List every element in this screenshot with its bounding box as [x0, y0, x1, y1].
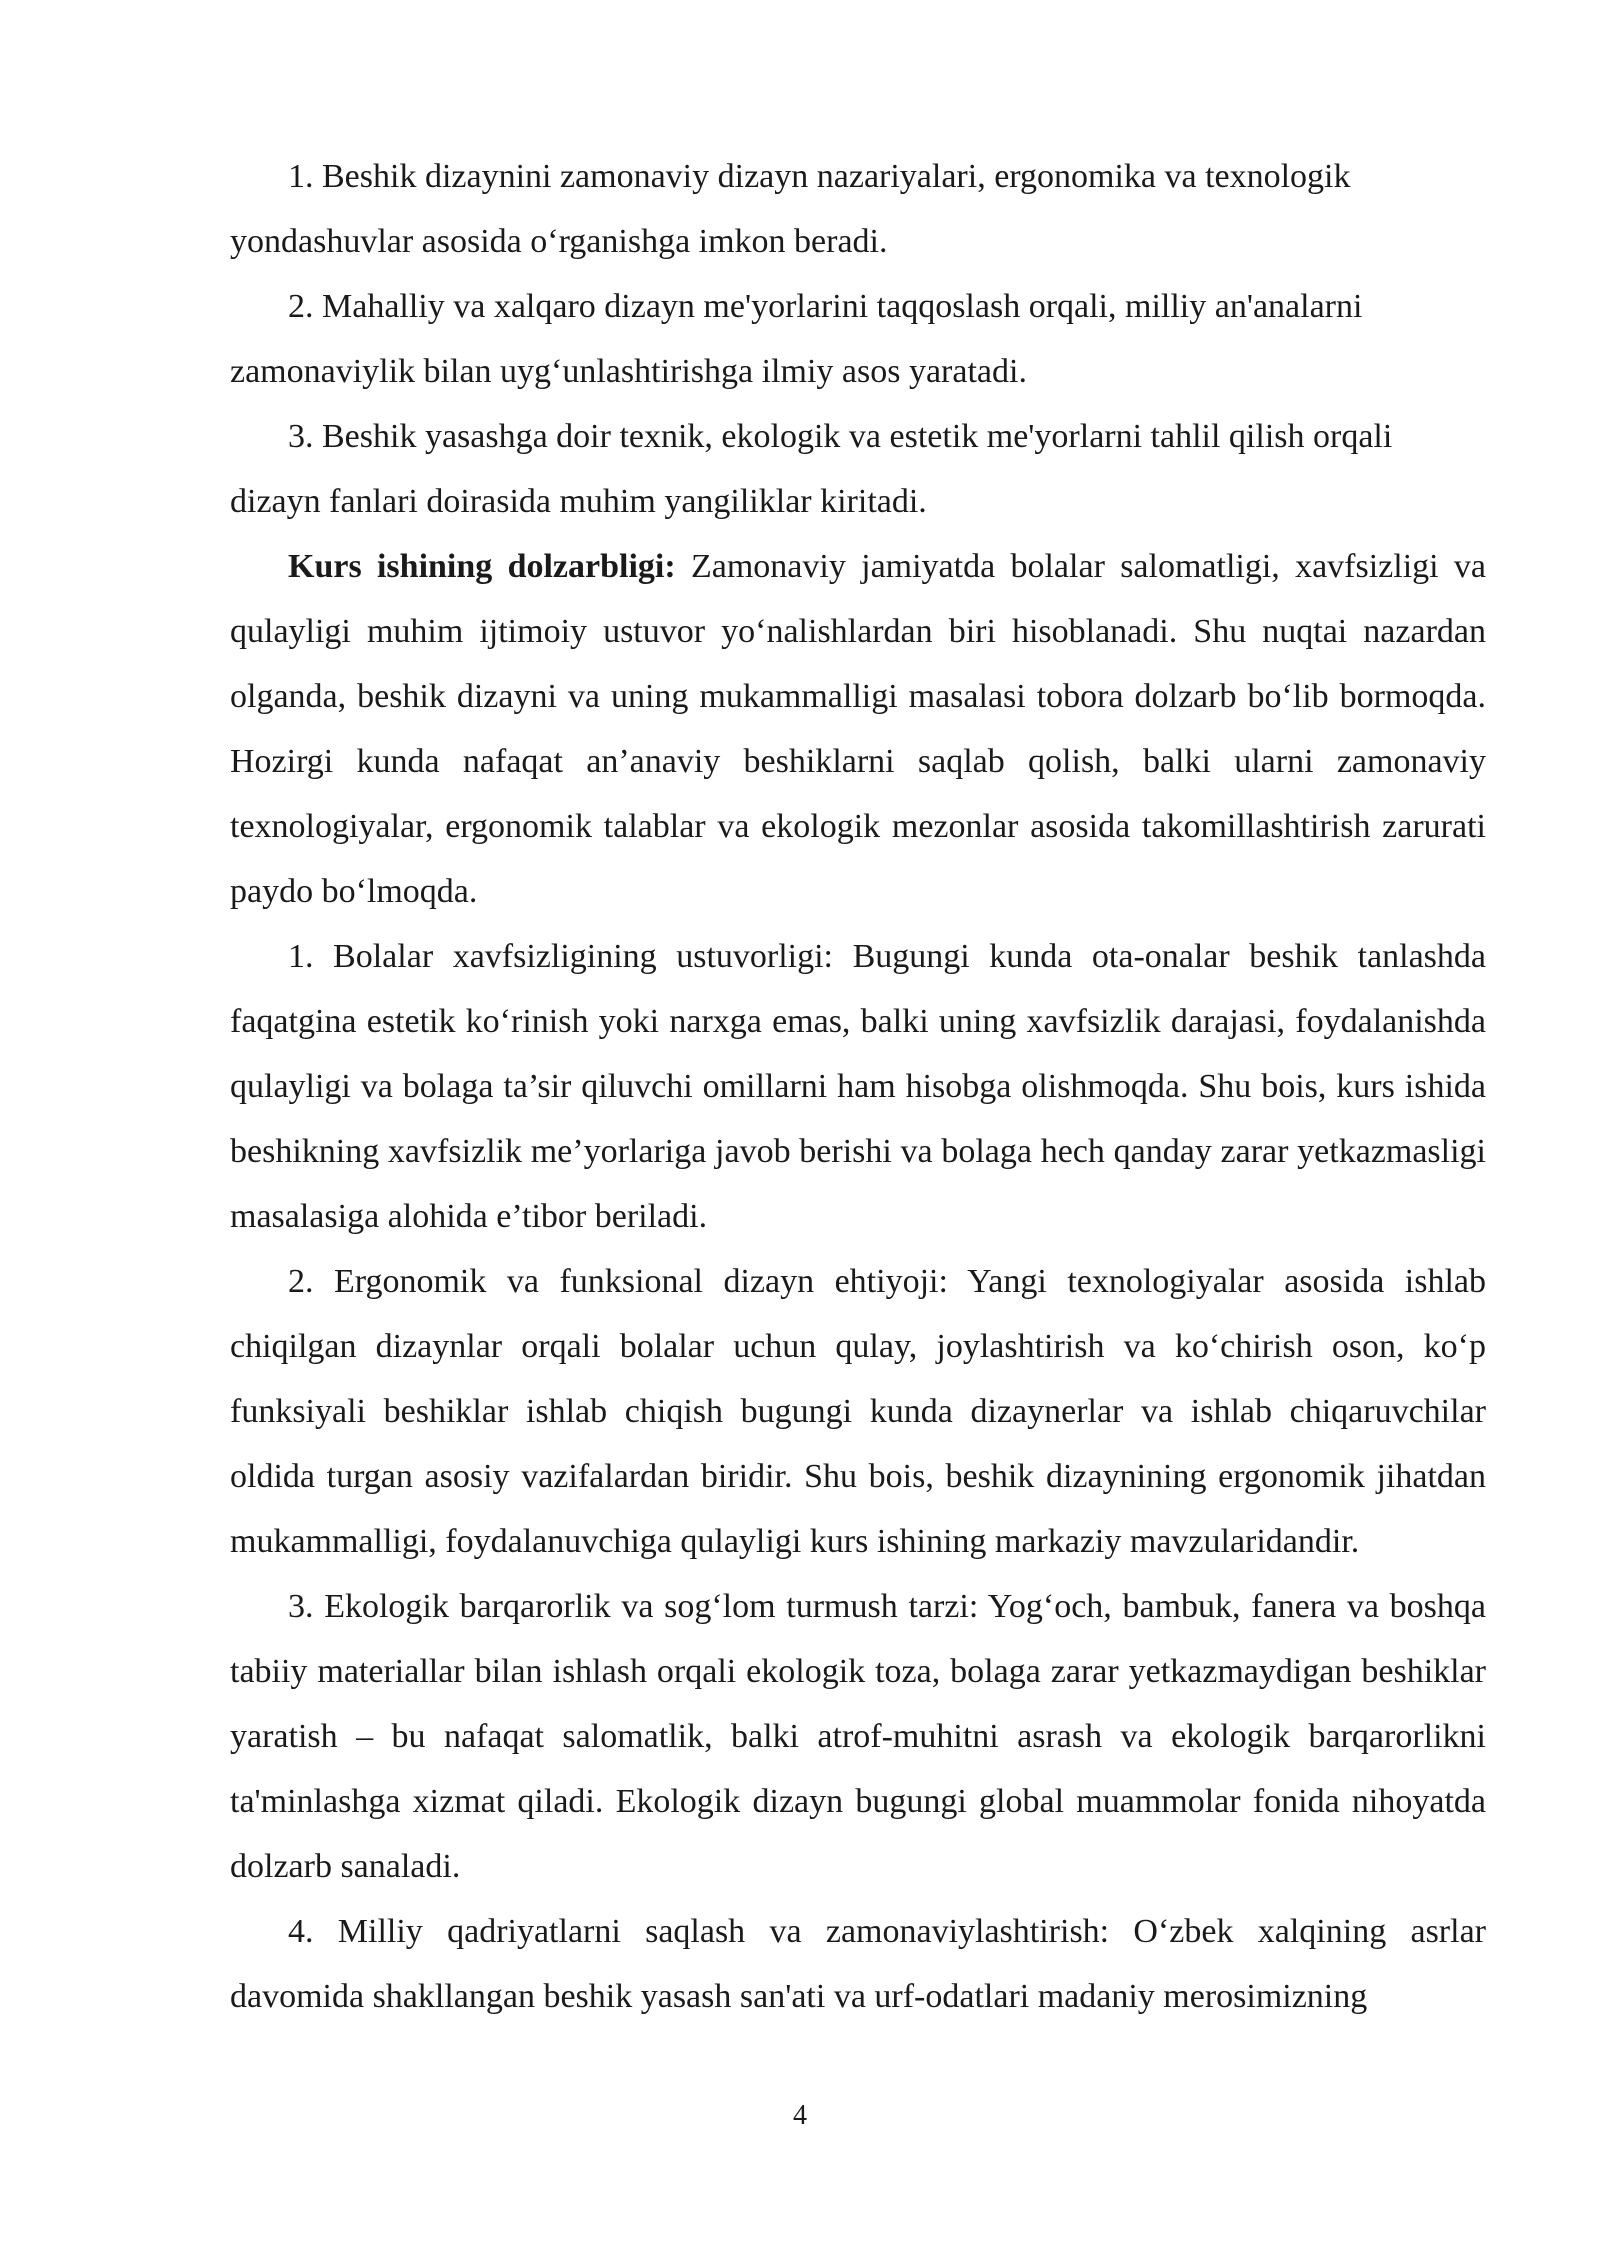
document-body — [230, 144, 1486, 2029]
paragraph-relevance: Kurs ishining dolzarbligi: Zamonaviy jamiyatda bolalar salomatligi, xavfsizligi va qulayligi muhim ijtimoiy ustuvor yo‘nalishlardan biri hisoblanadi. Shu nuqtai nazardan olganda, beshik dizayni va uning mukammalligi masalasi tobora dolzarb bo‘lib bormoqda. Hozirgi kunda nafaqat an’anaviy beshiklarni saqlab qolish, balki ularni zamonaviy texnologiyalar, ergonomik talablar va ekologik mezonlar asosida takomillashtirish zarurati paydo bo‘lmoqda. — [230, 548, 1486, 910]
paragraph-lead: Kurs ishining dolzarbligi: — [288, 548, 676, 585]
paragraph-ecology: 3. Ekologik barqarorlik va sog‘lom turmush tarzi: Yog‘och, bambuk, fanera va boshqa tabiiy materiallar bilan ishlash orqali ekologik toza, bolaga zarar yetkazmaydigan beshiklar yaratish – bu nafaqat salomatlik, balki atrof-muhitni asrash va ekologik barqarorlikni ta'minlashga xizmat qiladi. Ekologik dizayn bugungi global muammolar fonida nihoyatda dolzarb sanaladi. — [230, 1588, 1486, 1885]
page-number: 4 — [793, 2100, 807, 2131]
paragraph-3: 3. Beshik yasashga doir texnik, ekologik va estetik me'yorlarni tahlil qilish orqali dizayn fanlari doirasida muhim yangiliklar kiritadi. — [230, 418, 1393, 520]
paragraph-1: 1. Beshik dizaynini zamonaviy dizayn nazariyalari, ergonomika va texnologik yondashuvlar asosida o‘rganishga imkon beradi. — [230, 158, 1351, 260]
paragraph-2: 2. Mahalliy va xalqaro dizayn me'yorlarini taqqoslash orqali, milliy an'analarni zamonaviylik bilan uyg‘unlashtirishga ilmiy asos yaratadi. — [230, 288, 1363, 390]
paragraph-national-values: 4. Milliy qadriyatlarni saqlash va zamonaviylashtirish: O‘zbek xalqining asrlar davomida shakllangan beshik yasash san'ati va urf-odatlari madaniy merosimizning — [230, 1913, 1486, 2015]
paragraph-safety: 1. Bolalar xavfsizligining ustuvorligi: Bugungi kunda ota-onalar beshik tanlashda faqatgina estetik ko‘rinish yoki narxga emas, balki uning xavfsizlik darajasi, foydalanishda qulayligi va bolaga ta’sir qiluvchi omillarni ham hisobga olishmoqda. Shu bois, kurs ishida beshikning xavfsizlik me’yorlariga javob berishi va bolaga hech qanday zarar yetkazmasligi masalasiga alohida e’tibor beriladi. — [230, 938, 1486, 1235]
paragraph-ergonomic: 2. Ergonomik va funksional dizayn ehtiyoji: Yangi texnologiyalar asosida ishlab chiqilgan dizaynlar orqali bolalar uchun qulay, joylashtirish va ko‘chirish oson, ko‘p funksiyali beshiklar ishlab chiqish bugungi kunda dizaynerlar va ishlab chiqaruvchilar oldida turgan asosiy vazifalardan biridir. Shu bois, beshik dizaynining ergonomik jihatdan mukammalligi, foydalanuvchiga qulayligi kurs ishining markaziy mavzularidandir. — [230, 1263, 1486, 1560]
